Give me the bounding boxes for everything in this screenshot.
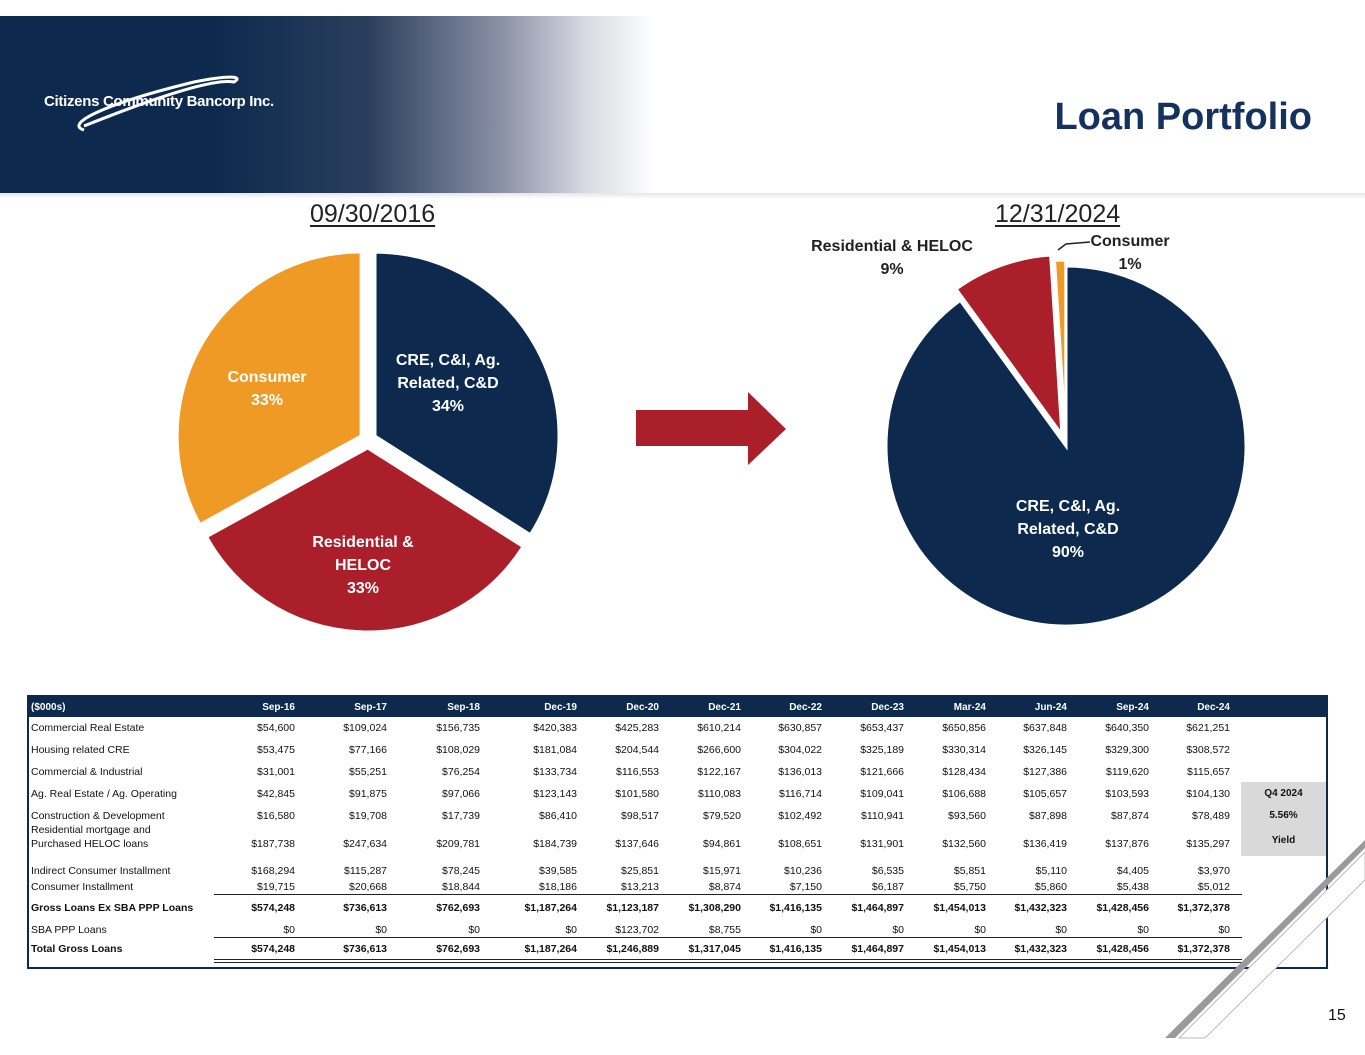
- pie1-label-residential-line2: HELOC: [335, 557, 391, 574]
- pie1-label-residential-pct: 33%: [346, 580, 380, 597]
- table-header-col: Dec-20: [626, 702, 659, 713]
- table-cell: $610,214: [697, 722, 741, 734]
- table-cell: $128,434: [942, 766, 986, 778]
- pie1-label-consumer-pct: 33%: [250, 392, 284, 409]
- yield-period: Q4 2024: [1264, 788, 1303, 799]
- table-row-label: Construction & Development: [31, 810, 165, 822]
- chart-title-2024: 12/31/2024: [995, 200, 1121, 228]
- table-cell: $653,437: [860, 722, 904, 734]
- pie2-label-cre-pct: 90%: [1051, 544, 1085, 561]
- table-cell: $7,150: [789, 881, 822, 893]
- table-cell: $1,432,323: [1014, 943, 1067, 955]
- table-cell: $1,372,378: [1177, 902, 1230, 914]
- table-cell: $136,419: [1023, 838, 1067, 850]
- yield-value: 5.56%: [1269, 810, 1298, 821]
- table-cell: $5,438: [1116, 881, 1149, 893]
- table-cell: $94,861: [703, 838, 741, 850]
- pie1-label-residential-line1: Residential &: [312, 534, 414, 551]
- table-cell: $132,560: [942, 838, 986, 850]
- pie2-label-consumer-pct: 1%: [1118, 256, 1142, 273]
- table-cell: $650,856: [942, 722, 986, 734]
- table-cell: $330,314: [942, 744, 986, 756]
- pie1-label-cre-line2: Related, C&D: [397, 375, 499, 392]
- table-cell: $0: [810, 924, 822, 936]
- table-cell: $18,844: [442, 881, 480, 893]
- table-cell: $574,248: [251, 943, 295, 955]
- pie1-label-residential: [300, 531, 426, 600]
- table-header-col: Sep-17: [354, 702, 387, 713]
- table-cell: $87,898: [1029, 810, 1067, 822]
- table-cell: $76,254: [442, 766, 480, 778]
- table-cell: $0: [468, 924, 480, 936]
- table-row-label: Commercial Real Estate: [31, 722, 145, 734]
- pie2-label-consumer: [1084, 230, 1176, 276]
- table-cell: $110,941: [860, 810, 904, 822]
- table-cell: $0: [974, 924, 986, 936]
- table-cell: $5,012: [1197, 881, 1230, 893]
- table-cell: $93,560: [948, 810, 986, 822]
- table-cell: $102,492: [778, 810, 822, 822]
- table-rule: [214, 959, 1242, 960]
- pie2-label-consumer-line1: Consumer: [1090, 233, 1170, 250]
- pie2-label-cre-line2: Related, C&D: [1017, 521, 1119, 538]
- logo-text: Citizens Community Bancorp Inc.: [44, 93, 274, 110]
- table-cell: $326,145: [1023, 744, 1067, 756]
- table-cell: $6,187: [871, 881, 904, 893]
- table-cell: $1,372,378: [1177, 943, 1230, 955]
- right-arrow-icon: [634, 390, 790, 468]
- table-cell: $266,600: [697, 744, 741, 756]
- table-cell: $55,251: [349, 766, 387, 778]
- table-header-col: Mar-24: [953, 702, 986, 713]
- chart-title-2016: 09/30/2016: [310, 200, 436, 228]
- table-row-label: Gross Loans Ex SBA PPP Loans: [31, 902, 194, 914]
- yield-label: Yield: [1271, 835, 1296, 846]
- table-cell: $131,901: [860, 838, 904, 850]
- table-cell: $106,688: [942, 788, 986, 800]
- table-cell: $123,143: [533, 788, 577, 800]
- table-cell: $53,475: [257, 744, 295, 756]
- table-rule: [214, 962, 1242, 963]
- table-cell: $640,350: [1105, 722, 1149, 734]
- table-cell: $736,613: [343, 902, 387, 914]
- table-cell: $1,187,264: [524, 943, 577, 955]
- table-cell: $86,410: [539, 810, 577, 822]
- pie1-label-consumer-line1: Consumer: [227, 369, 307, 386]
- table-cell: $574,248: [251, 902, 295, 914]
- table-cell: $78,245: [442, 865, 480, 877]
- table-cell: $1,428,456: [1096, 902, 1149, 914]
- table-cell: $8,874: [708, 881, 741, 893]
- table-cell: $25,851: [621, 865, 659, 877]
- table-cell: $127,386: [1023, 766, 1067, 778]
- table-cell: $3,970: [1197, 865, 1230, 877]
- table-cell: $425,283: [615, 722, 659, 734]
- table-cell: $122,167: [697, 766, 741, 778]
- table-cell: $119,620: [1105, 766, 1149, 778]
- table-cell: $115,287: [343, 865, 387, 877]
- table-row-label: Ag. Real Estate / Ag. Operating: [31, 788, 177, 800]
- table-cell: $13,213: [621, 881, 659, 893]
- table-rule: [214, 937, 1242, 938]
- table-cell: $20,668: [349, 881, 387, 893]
- table-cell: $1,308,290: [688, 902, 741, 914]
- table-cell: $18,186: [539, 881, 577, 893]
- table-cell: $91,875: [349, 788, 387, 800]
- table-cell: $108,029: [436, 744, 480, 756]
- table-cell: $101,580: [615, 788, 659, 800]
- table-cell: $110,083: [697, 788, 741, 800]
- table-cell: $0: [1055, 924, 1067, 936]
- table-cell: $137,876: [1105, 838, 1149, 850]
- table-cell: $325,189: [860, 744, 904, 756]
- pie2-label-cre-line1: CRE, C&I, Ag.: [1015, 498, 1121, 515]
- table-cell: $184,739: [533, 838, 577, 850]
- table-cell: $5,750: [953, 881, 986, 893]
- table-cell: $168,294: [251, 865, 295, 877]
- table-header-col: Sep-18: [447, 702, 480, 713]
- table-cell: $115,657: [1186, 766, 1230, 778]
- table-cell: $10,236: [784, 865, 822, 877]
- table-cell: $87,874: [1111, 810, 1149, 822]
- table-cell: $0: [1137, 924, 1149, 936]
- table-row-label: Commercial & Industrial: [31, 766, 143, 778]
- table-cell: $98,517: [621, 810, 659, 822]
- table-cell: $104,130: [1186, 788, 1230, 800]
- table-cell: $1,428,456: [1096, 943, 1149, 955]
- table-row-label: Purchased HELOC loans: [31, 838, 149, 850]
- table-cell: $621,251: [1186, 722, 1230, 734]
- table-cell: $1,432,323: [1014, 902, 1067, 914]
- table-cell: $137,646: [615, 838, 659, 850]
- table-cell: $187,738: [251, 838, 295, 850]
- table-cell: $54,600: [257, 722, 295, 734]
- table-cell: $8,755: [708, 924, 741, 936]
- table-cell: $121,666: [860, 766, 904, 778]
- table-header-label: ($000s): [31, 702, 66, 713]
- table-cell: $1,416,135: [769, 902, 822, 914]
- pie2-label-residential: [800, 235, 984, 281]
- table-cell: $329,300: [1105, 744, 1149, 756]
- table-cell: $1,416,135: [769, 943, 822, 955]
- table-row-label: SBA PPP Loans: [31, 924, 107, 936]
- table-row-label: Indirect Consumer Installment: [31, 865, 171, 877]
- table-cell: $136,013: [778, 766, 822, 778]
- pie2-label-cre: [1000, 495, 1136, 564]
- table-cell: $0: [283, 924, 295, 936]
- table-cell: $109,041: [860, 788, 904, 800]
- table-cell: $1,464,897: [851, 943, 904, 955]
- table-cell: $308,572: [1186, 744, 1230, 756]
- table-cell: $15,971: [703, 865, 741, 877]
- table-header-col: Dec-19: [544, 702, 577, 713]
- table-cell: $762,693: [436, 902, 480, 914]
- table-cell: $1,246,889: [606, 943, 659, 955]
- pie2-label-residential-line1: Residential & HELOC: [811, 238, 973, 255]
- pie2-label-residential-pct: 9%: [880, 261, 904, 278]
- table-cell: $79,520: [703, 810, 741, 822]
- table-cell: $156,735: [436, 722, 480, 734]
- table-cell: $1,123,187: [606, 902, 659, 914]
- table-cell: $97,066: [442, 788, 480, 800]
- table-cell: $1,317,045: [688, 943, 741, 955]
- table-cell: $1,187,264: [524, 902, 577, 914]
- table-row-label: Consumer Installment: [31, 881, 134, 893]
- table-cell: $116,714: [778, 788, 822, 800]
- table-cell: $1,454,013: [933, 902, 986, 914]
- pie1-label-cre-line1: CRE, C&I, Ag.: [395, 352, 501, 369]
- table-cell: $304,022: [778, 744, 822, 756]
- table-header-col: Dec-24: [1197, 702, 1230, 713]
- pie1-label-cre-pct: 34%: [431, 398, 465, 415]
- table-cell: $39,585: [539, 865, 577, 877]
- table-cell: $637,848: [1023, 722, 1067, 734]
- table-header-col: Sep-16: [262, 702, 295, 713]
- table-cell: $135,297: [1186, 838, 1230, 850]
- table-cell: $105,657: [1023, 788, 1067, 800]
- page-number: 15: [1328, 1007, 1346, 1024]
- table-cell: $204,544: [615, 744, 659, 756]
- table-cell: $181,084: [533, 744, 577, 756]
- table-cell: $5,851: [953, 865, 986, 877]
- table-cell: $19,715: [257, 881, 295, 893]
- table-row-label: Housing related CRE: [31, 744, 130, 756]
- table-cell: $103,593: [1105, 788, 1149, 800]
- table-cell: $133,734: [533, 766, 577, 778]
- table-cell: $6,535: [871, 865, 904, 877]
- table-cell: $116,553: [615, 766, 659, 778]
- table-cell: $78,489: [1192, 810, 1230, 822]
- table-cell: $17,739: [442, 810, 480, 822]
- table-header-col: Dec-22: [789, 702, 822, 713]
- table-row-label: Total Gross Loans: [31, 943, 123, 955]
- table-cell: $16,580: [257, 810, 295, 822]
- table-cell: $5,860: [1034, 881, 1067, 893]
- table-cell: $0: [565, 924, 577, 936]
- table-row-label: Residential mortgage and: [31, 824, 151, 836]
- table-cell: $123,702: [615, 924, 659, 936]
- pie1-label-consumer: [212, 366, 322, 412]
- table-header-col: Dec-21: [708, 702, 741, 713]
- table-cell: $77,166: [349, 744, 387, 756]
- table-header-col: Dec-23: [871, 702, 904, 713]
- table-cell: $42,845: [257, 788, 295, 800]
- table-cell: $109,024: [343, 722, 387, 734]
- table-cell: $4,405: [1116, 865, 1149, 877]
- table-cell: $1,454,013: [933, 943, 986, 955]
- page-title: Loan Portfolio: [1054, 96, 1312, 138]
- table-rule: [214, 894, 1242, 895]
- table-cell: $0: [375, 924, 387, 936]
- table-cell: $19,708: [349, 810, 387, 822]
- table-cell: $5,110: [1035, 865, 1067, 877]
- table-cell: $1,464,897: [851, 902, 904, 914]
- table-cell: $0: [1218, 924, 1230, 936]
- table-cell: $31,001: [257, 766, 295, 778]
- table-cell: $630,857: [778, 722, 822, 734]
- table-cell: $247,634: [343, 838, 387, 850]
- table-cell: $762,693: [436, 943, 480, 955]
- table-header-col: Jun-24: [1034, 702, 1067, 713]
- pie1-label-cre: [382, 349, 514, 418]
- table-header-col: Sep-24: [1116, 702, 1149, 713]
- table-cell: $0: [892, 924, 904, 936]
- table-cell: $736,613: [343, 943, 387, 955]
- table-cell: $108,651: [778, 838, 822, 850]
- table-cell: $209,781: [436, 838, 480, 850]
- table-cell: $420,383: [533, 722, 577, 734]
